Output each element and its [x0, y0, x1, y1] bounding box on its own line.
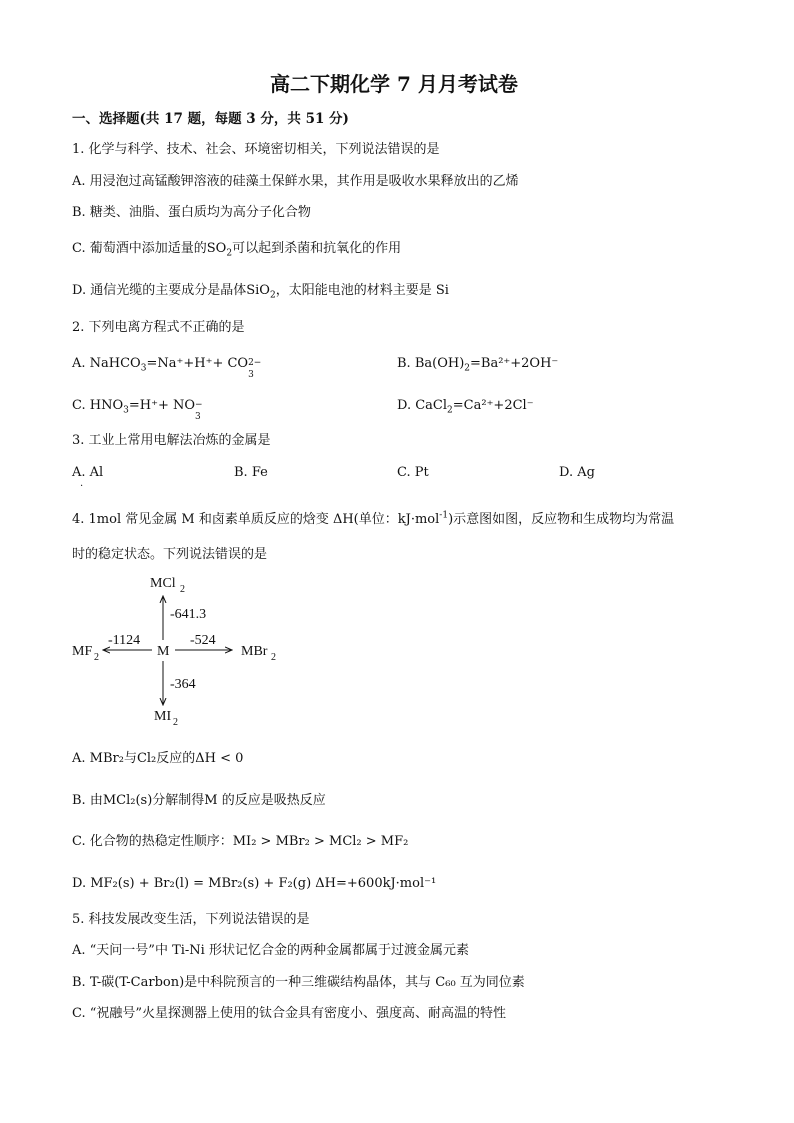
- q4-stem-line1: 4. 1mol 常见金属 M 和卤素单质反应的焓变 ΔH(单位：kJ·mol$^{-1}$)示意图如图，反应物和生成物均为常温: [72, 510, 675, 527]
- q2-option-d: D. CaCl$_2$=Ca²⁺+2Cl⁻: [397, 398, 534, 416]
- q2-option-b: B. $Ba(OH)_2=Ba^{2+}+2OH^-$: [397, 356, 559, 374]
- right-product-sub: 2: [271, 652, 276, 663]
- q5-stem: 5. 科技发展改变生活，下列说法错误的是: [72, 912, 310, 927]
- q1-option-d: D. 通信光缆的主要成分是晶体SiO$_2$，太阳能电池的材料主要是 Si: [72, 283, 449, 301]
- bottom-value: -364: [170, 677, 196, 692]
- q4-option-d: D. MF₂(s) + Br₂(l) = MBr₂(s) + F₂(g) ΔH=+600kJ·mol⁻¹: [72, 876, 437, 891]
- q1-stem: 1. 化学与科学、技术、社会、环境密切相关，下列说法错误的是: [72, 142, 440, 157]
- top-product: MCl: [150, 576, 176, 591]
- q4-option-a: A. MBr₂与Cl₂反应的ΔH < 0: [72, 751, 244, 766]
- q2-stem: 2. 下列电离方程式不正确的是: [72, 320, 245, 335]
- left-product-sub: 2: [94, 652, 99, 663]
- page-title: 高二下期化学 7 月月考试卷: [270, 72, 518, 96]
- top-value: -641.3: [170, 607, 207, 622]
- q3-option-d: D. Ag: [559, 465, 595, 480]
- center-metal: M: [157, 644, 170, 659]
- bottom-product-sub: 2: [173, 717, 178, 728]
- q2-option-c: C. $HNO_3=H^++$ NO − 3: [72, 398, 203, 422]
- q4-stem-line2: 时的稳定状态。下列说法错误的是: [72, 547, 268, 562]
- q4-option-b: B. 由MCl₂(s)分解制得M 的反应是吸热反应: [72, 793, 326, 808]
- q5-option-b: B. T-碳(T-Carbon)是中科院预言的一种三维碳结构晶体，其与 C₆₀ 互为同位素: [72, 975, 525, 990]
- top-product-sub: 2: [180, 584, 185, 595]
- q3-stem: 3. 工业上常用电解法冶炼的金属是: [72, 433, 271, 448]
- q1-option-a: A. 用浸泡过高锰酸钾溶液的硅藻土保鲜水果，其作用是吸收水果释放出的乙烯: [72, 174, 519, 189]
- q5-option-c: C. “祝融号”火星探测器上使用的钛合金具有密度小、强度高、耐高温的特性: [72, 1006, 507, 1021]
- q1-option-b: B. 糖类、油脂、蛋白质均为高分子化合物: [72, 205, 311, 220]
- q4-option-c: C. 化合物的热稳定性顺序：MI₂ > MBr₂ > MCl₂ > MF₂: [72, 834, 409, 849]
- section-heading: 一、选择题(共 17 题，每题 3 分，共 51 分): [72, 111, 349, 127]
- q1-option-c: C. 葡萄酒中添加适量的$SO_2$可以起到杀菌和抗氧化的作用: [72, 241, 402, 259]
- q3-option-c: C. Pt: [397, 465, 429, 480]
- left-value: -1124: [108, 633, 141, 648]
- dot-mark: .: [80, 478, 84, 489]
- q3-option-a: A. Al: [72, 465, 104, 480]
- q3-option-b: B. Fe: [234, 465, 268, 480]
- bottom-product: MI: [154, 709, 172, 724]
- right-product: MBr: [241, 644, 268, 659]
- q5-option-a: A. “天问一号”中 Ti-Ni 形状记忆合金的两种金属都属于过渡金属元素: [72, 943, 469, 958]
- left-product: MF: [72, 644, 93, 659]
- right-value: -524: [190, 633, 216, 648]
- q2-option-a: A. NaHCO$_3$=Na⁺+H⁺+ CO 2− 3: [72, 356, 262, 380]
